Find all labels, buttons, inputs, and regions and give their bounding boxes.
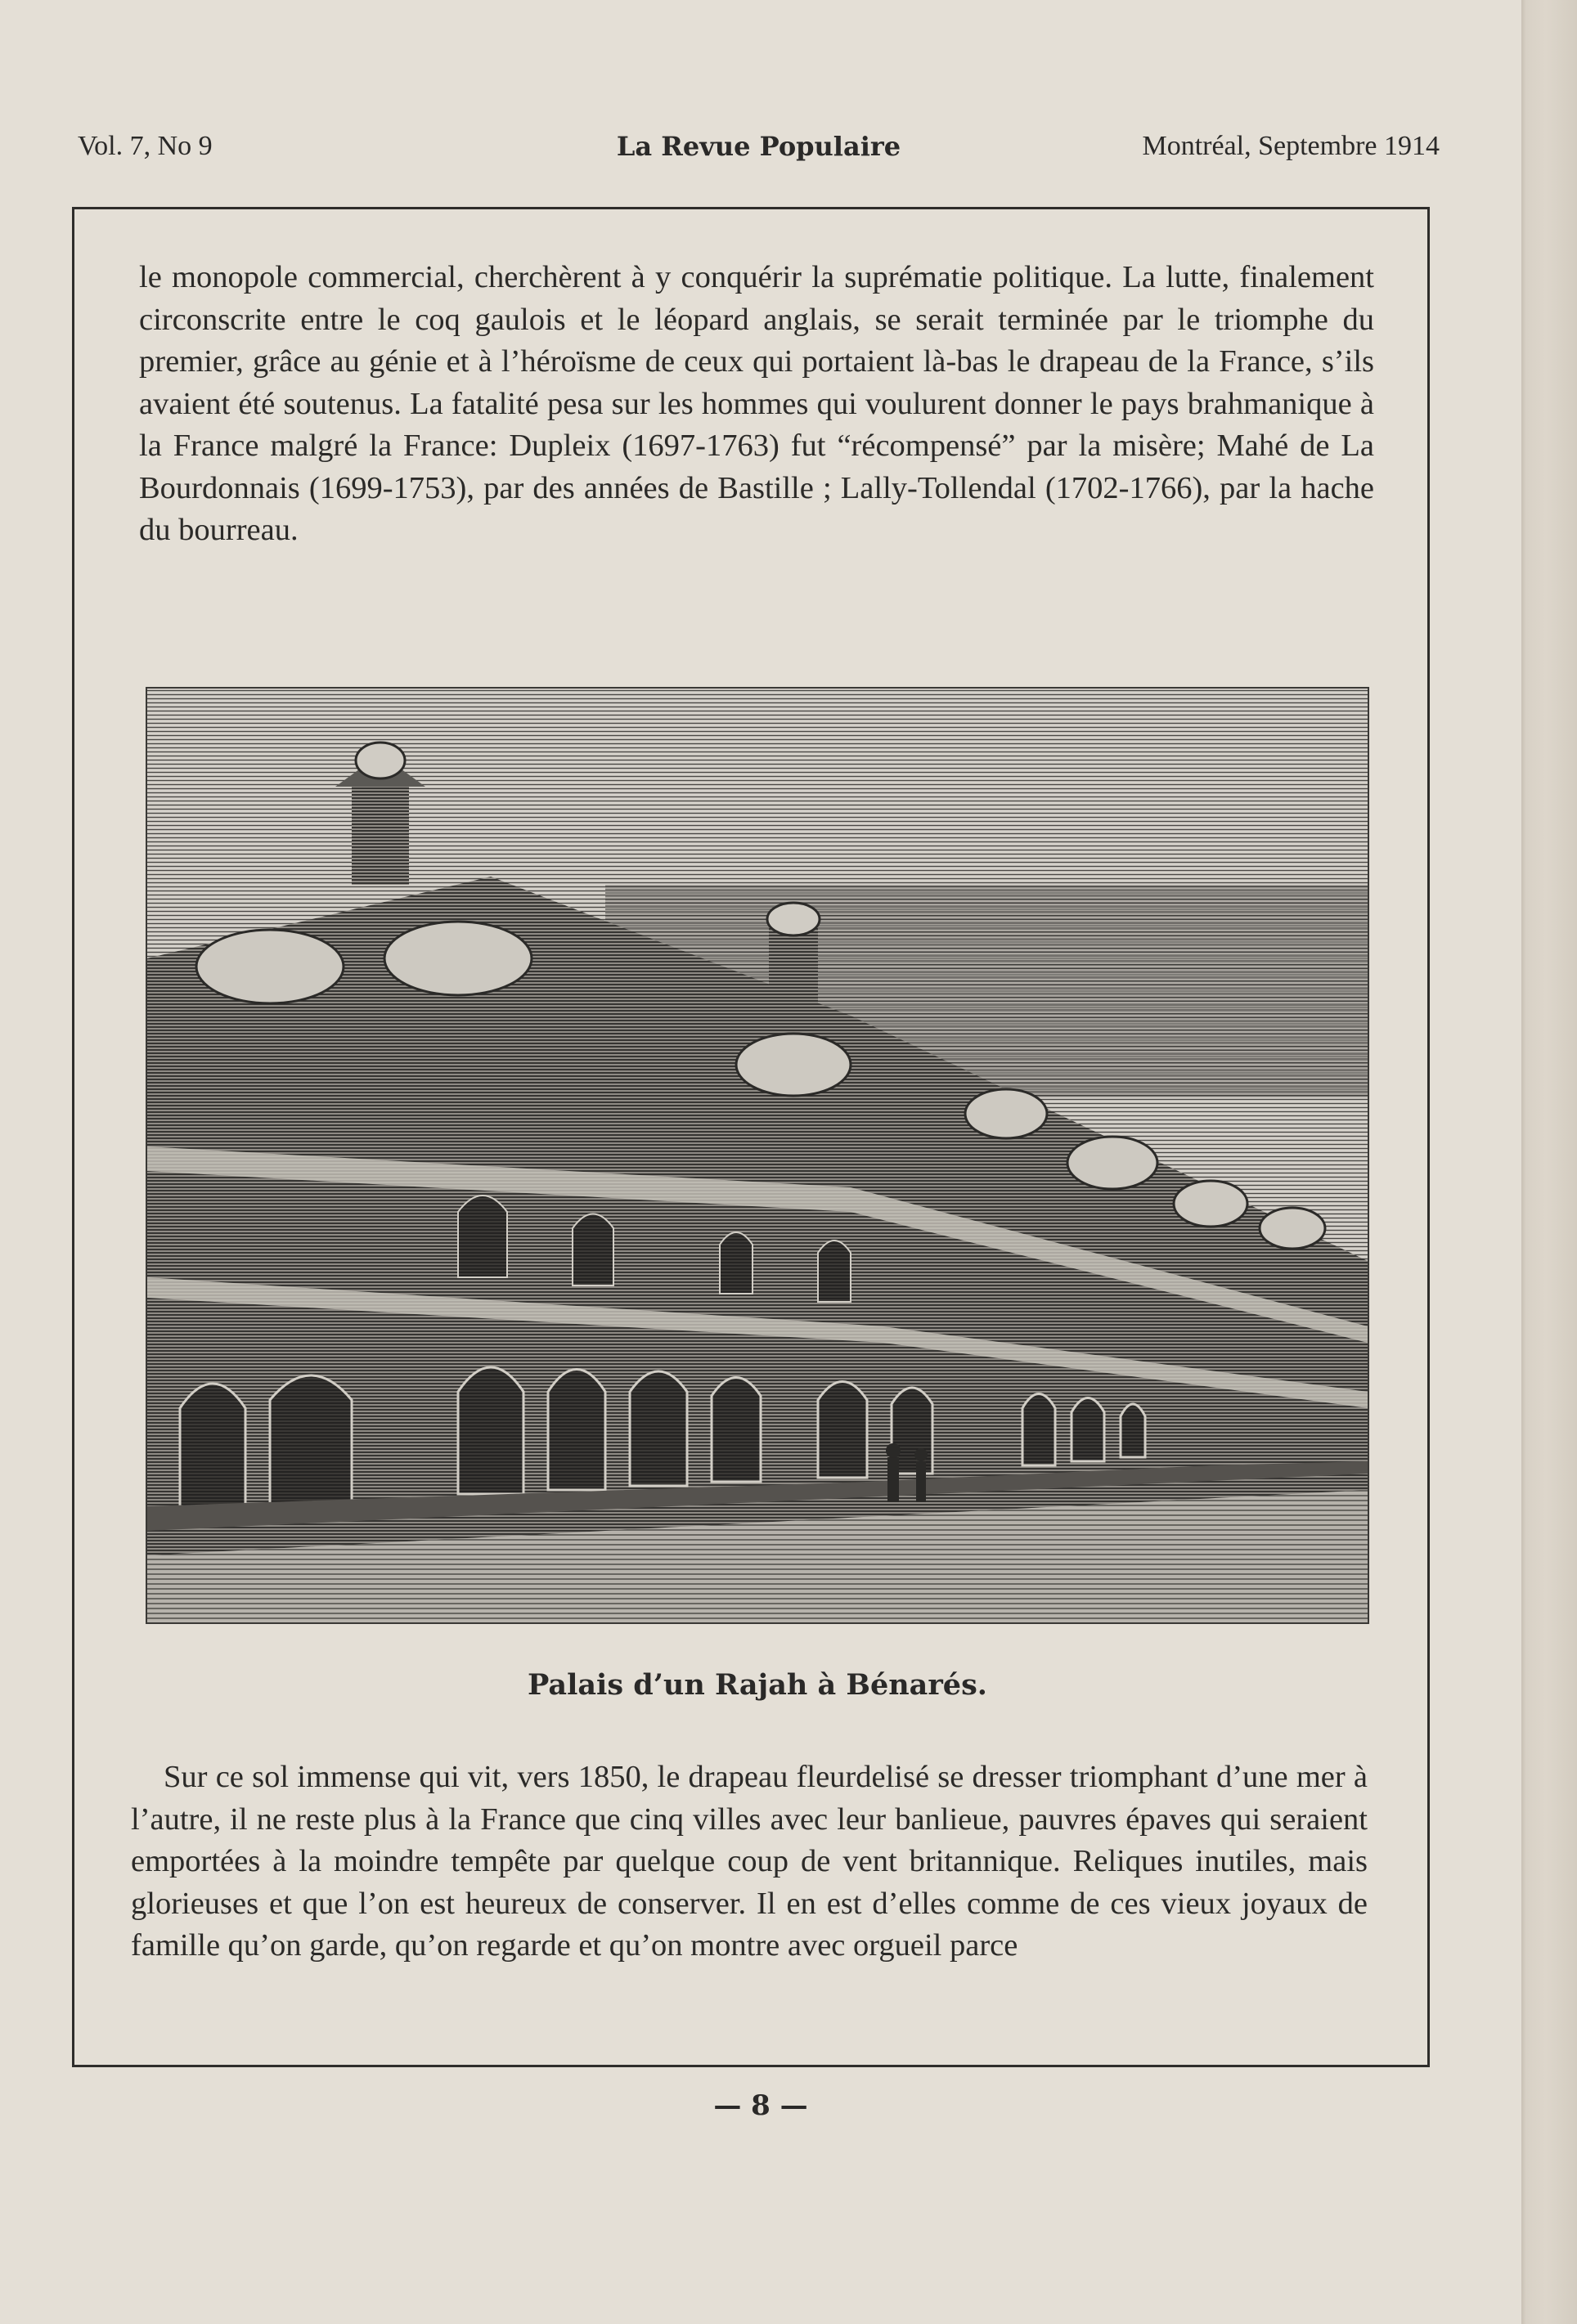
figure-caption: Palais d’un Rajah à Bénarés.: [528, 1668, 987, 1702]
place-and-date: Montréal, Septembre 1914: [1142, 131, 1440, 161]
page-number: — 8 —: [713, 2089, 808, 2122]
publication-title: La Revue Populaire: [616, 131, 901, 162]
volume-number: Vol. 7, No 9: [78, 131, 213, 161]
paragraph-1: le monopole commercial, cherchèrent à y conquérir la suprématie politique. La lutte, finalement circonscrite entre le coq gaulois et le léopard anglais, se serait terminée par le triomphe du premier, grâce au génie et à l’héroïsme de ceux qui portaient là-bas le drapeau de la France, s’ils avaient été soutenus. La fatalité pesa sur les hommes qui voulurent donner le pays brahmanique à la France malgré la France: Dupleix (1697-1763) fut “récompensé” par la misère; Mahé de La Bourdonnais (1699-1753), par des années de Bastille ; Lally-Tollendal (1702-1766), par la hache du bourreau.: [139, 260, 1374, 547]
page-edge: [1521, 0, 1577, 2324]
engraving-illustration: [146, 687, 1369, 1624]
running-header: [78, 131, 1440, 172]
paragraph-2: Sur ce sol immense qui vit, vers 1850, le drapeau fleurdelisé se dresser triomphant d’une mer à l’autre, il ne reste plus à la France que cinq villes avec leur banlieue, pauvres épaves qui seraient emportées à la moindre tempête par quelque coup de vent britannique. Reliques inutiles, mais glorieuses et que l’on est heureux de conserver. Il en est d’elles comme de ces vieux joyaux de famille qu’on garde, qu’on regarde et qu’on montre avec orgueil parce: [131, 1760, 1368, 1963]
